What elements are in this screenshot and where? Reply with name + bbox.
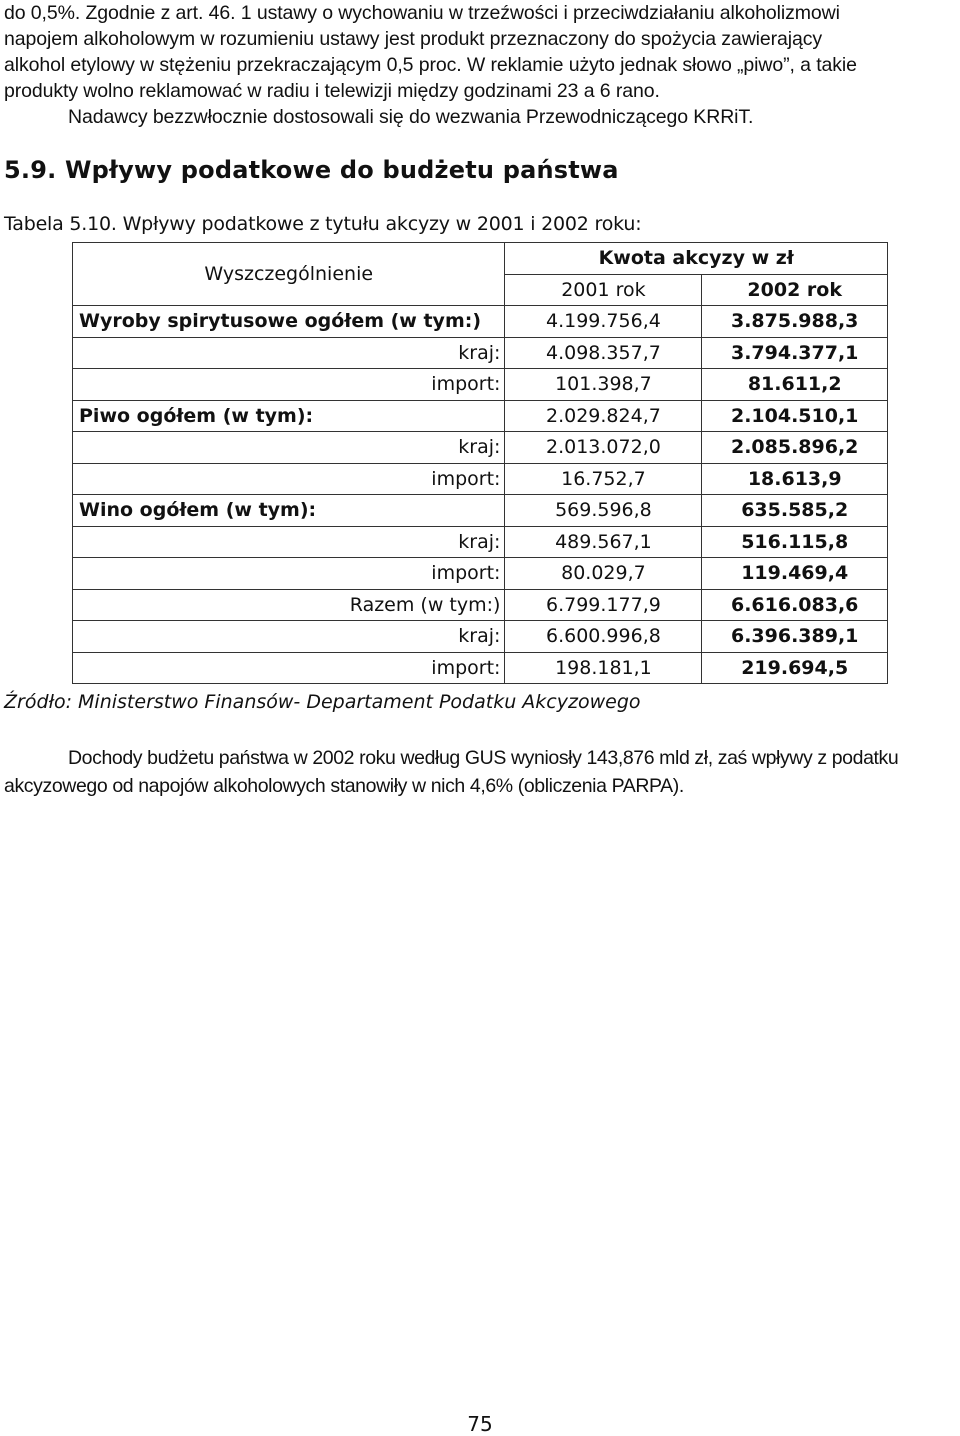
page-number: 75 [467,1412,493,1436]
table-row [73,526,888,558]
intro-line: do 0,5%. Zgodnie z art. 46. 1 ustawy o wychowaniu w trzeźwości i przeciwdziałaniu alkoholizmowi [4,2,840,24]
value-2002: 635.585,2 [702,495,888,527]
table-row [73,495,888,527]
table-caption: Tabela 5.10. Wpływy podatkowe z tytułu akcyzy w 2001 i 2002 roku: [4,213,642,235]
value-2002: 3.875.988,3 [702,306,888,338]
header-2001: 2001 rok [505,274,702,306]
table-row [73,306,888,338]
row-label: import: [73,463,505,495]
summary-paragraph [4,744,958,800]
value-2002: 119.469,4 [702,558,888,590]
value-2001: 101.398,7 [505,369,702,401]
row-label: import: [73,369,505,401]
value-2001: 569.596,8 [505,495,702,527]
row-label: kraj: [73,526,505,558]
intro-line: alkohol etylowy w stężeniu przekraczającym 0,5 proc. W reklamie użyto jednak słowo „piwo”, a takie [4,54,857,76]
intro-line: Nadawcy bezzwłocznie dostosowali się do wezwania Przewodniczącego KRRiT. [68,106,754,128]
value-2001: 6.600.996,8 [505,621,702,653]
value-2002: 2.085.896,2 [702,432,888,464]
value-2002: 516.115,8 [702,526,888,558]
table-row [73,589,888,621]
value-2001: 489.567,1 [505,526,702,558]
table-row [73,400,888,432]
value-2002: 18.613,9 [702,463,888,495]
value-2002: 3.794.377,1 [702,337,888,369]
row-label: Wyroby spirytusowe ogółem (w tym:) [73,306,505,338]
value-2001: 4.199.756,4 [505,306,702,338]
row-label: kraj: [73,337,505,369]
header-2002: 2002 rok [702,274,888,306]
table-row [73,369,888,401]
header-amount: Kwota akcyzy w zł [505,243,888,275]
row-label: kraj: [73,432,505,464]
row-label: kraj: [73,621,505,653]
intro-line: produkty wolno reklamować w radiu i telewizji między godzinami 23 a 6 rano. [4,80,660,102]
intro-line: napojem alkoholowym w rozumieniu ustawy jest produkt przeznaczony do spożycia zawierający [4,28,823,50]
table-row [73,652,888,684]
value-2002: 6.396.389,1 [702,621,888,653]
table-row [73,337,888,369]
row-label: Piwo ogółem (w tym): [73,400,505,432]
section-heading: 5.9. Wpływy podatkowe do budżetu państwa [4,156,619,184]
value-2001: 2.013.072,0 [505,432,702,464]
value-2001: 80.029,7 [505,558,702,590]
value-2002: 6.616.083,6 [702,589,888,621]
value-2002: 2.104.510,1 [702,400,888,432]
value-2001: 6.799.177,9 [505,589,702,621]
value-2002: 219.694,5 [702,652,888,684]
row-label: Razem (w tym:) [73,589,505,621]
excise-table [72,242,888,684]
table-row [73,463,888,495]
value-2002: 81.611,2 [702,369,888,401]
table-row [73,621,888,653]
row-label: import: [73,558,505,590]
summary-line: Dochody budżetu państwa w 2002 roku według GUS wyniosły 143,876 mld zł, zaś wpływy z podatku [68,747,899,769]
row-label: Wino ogółem (w tym): [73,495,505,527]
intro-paragraph [4,0,958,130]
table-row [73,558,888,590]
value-2001: 198.181,1 [505,652,702,684]
value-2001: 4.098.357,7 [505,337,702,369]
table-source: Źródło: Ministerstwo Finansów- Departament Podatku Akcyzowego [4,691,641,713]
row-label: import: [73,652,505,684]
table-row [73,432,888,464]
summary-line: akcyzowego od napojów alkoholowych stanowiły w nich 4,6% (obliczenia PARPA). [4,775,684,797]
value-2001: 16.752,7 [505,463,702,495]
header-label: Wyszczególnienie [73,243,505,306]
value-2001: 2.029.824,7 [505,400,702,432]
